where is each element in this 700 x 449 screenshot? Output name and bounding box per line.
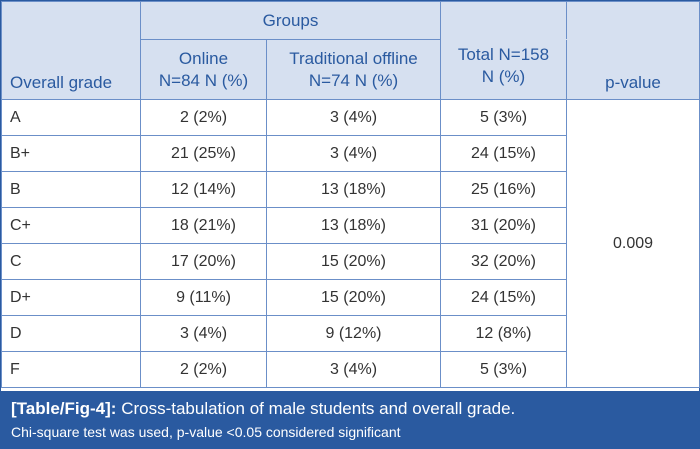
header-online: [141, 40, 267, 100]
table-caption: [1, 391, 699, 448]
header-online-line1: Online: [178, 48, 229, 68]
grade-cell: D+: [2, 280, 141, 316]
online-cell: 2 (2%): [141, 352, 267, 388]
offline-cell: 3 (4%): [267, 352, 441, 388]
online-cell: 18 (21%): [141, 208, 267, 244]
grade-cell: A: [2, 100, 141, 136]
online-cell: 9 (11%): [141, 280, 267, 316]
total-cell: 12 (8%): [441, 316, 567, 352]
grade-cell: B+: [2, 136, 141, 172]
offline-cell: 9 (12%): [267, 316, 441, 352]
header-online-line2: N=84 N (%): [158, 70, 249, 90]
header-total-line1: Total N=158: [457, 45, 550, 64]
caption-label: [Table/Fig-4]:: [11, 399, 117, 418]
header-overall-grade: Overall grade: [2, 2, 141, 100]
header-pvalue: p-value: [567, 2, 700, 100]
header-traditional: [267, 40, 441, 100]
header-traditional-line1: Traditional offline: [289, 48, 418, 68]
header-traditional-line2: N=74 N (%): [308, 70, 399, 90]
online-cell: 3 (4%): [141, 316, 267, 352]
table-row: [2, 100, 700, 136]
header-row-1: [2, 2, 700, 40]
offline-cell: 15 (20%): [267, 280, 441, 316]
grade-cell: C: [2, 244, 141, 280]
header-total-line2: N (%): [481, 67, 526, 86]
grade-cell: C+: [2, 208, 141, 244]
total-cell: 31 (20%): [441, 208, 567, 244]
offline-cell: 15 (20%): [267, 244, 441, 280]
header-groups: Groups: [141, 2, 441, 40]
total-cell: 5 (3%): [441, 100, 567, 136]
total-cell: 24 (15%): [441, 280, 567, 316]
offline-cell: 3 (4%): [267, 136, 441, 172]
grade-cell: B: [2, 172, 141, 208]
online-cell: 21 (25%): [141, 136, 267, 172]
online-cell: 17 (20%): [141, 244, 267, 280]
total-cell: 32 (20%): [441, 244, 567, 280]
grade-cell: F: [2, 352, 141, 388]
offline-cell: 3 (4%): [267, 100, 441, 136]
caption-title: Cross-tabulation of male students and overall grade.: [121, 399, 516, 418]
pvalue-cell: 0.009: [567, 100, 700, 388]
total-cell: 5 (3%): [441, 352, 567, 388]
offline-cell: 13 (18%): [267, 172, 441, 208]
header-total-spacer: [441, 2, 567, 40]
offline-cell: 13 (18%): [267, 208, 441, 244]
total-cell: 25 (16%): [441, 172, 567, 208]
online-cell: 2 (2%): [141, 100, 267, 136]
total-cell: 24 (15%): [441, 136, 567, 172]
caption-note: Chi-square test was used, p-value <0.05 considered significant: [11, 424, 401, 440]
caption-title-line: [11, 398, 689, 420]
grade-cell: D: [2, 316, 141, 352]
header-total: [441, 40, 567, 100]
online-cell: 12 (14%): [141, 172, 267, 208]
cross-tab-table: [1, 1, 700, 388]
